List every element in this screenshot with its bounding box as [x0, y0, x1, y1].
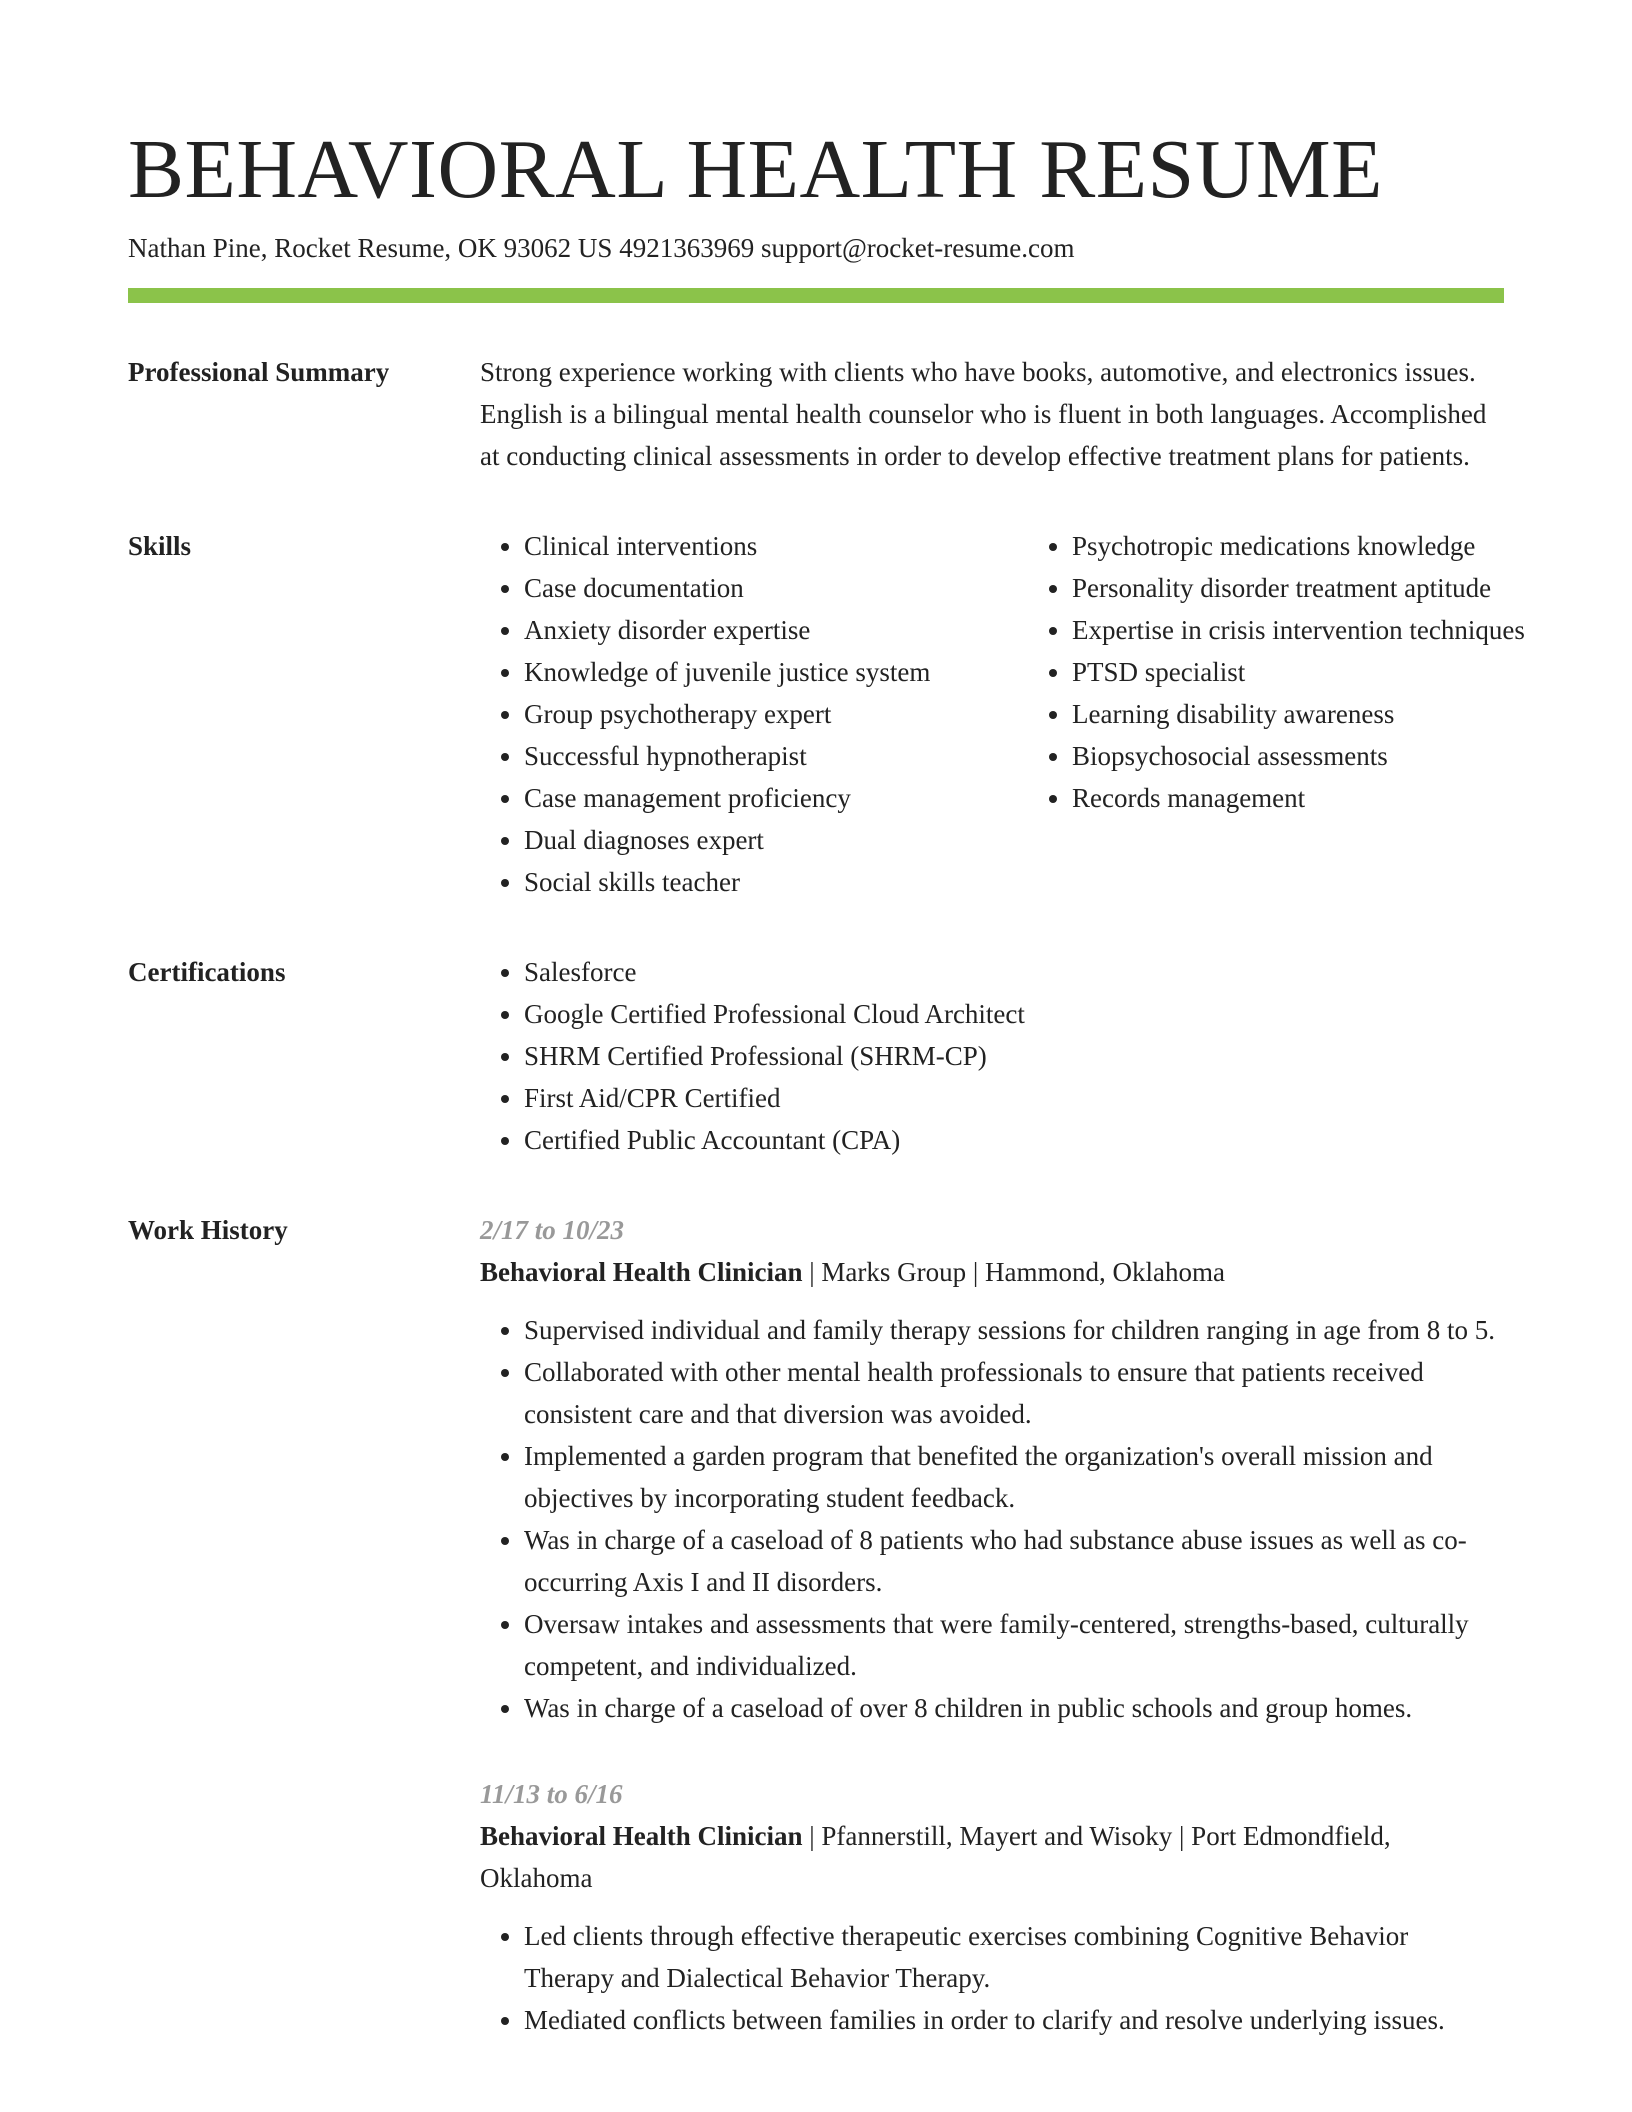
skills-list-right — [1028, 525, 1592, 903]
skill-item: • Anxiety disorder expertise — [524, 609, 1028, 651]
job-employer-location: | Pfannerstill, Mayert and Wisoky | Port Edmondfield, Oklahoma — [480, 1821, 1391, 1893]
job-heading — [480, 1815, 1504, 1899]
summary-body — [480, 351, 1504, 477]
skills-columns — [480, 525, 1592, 903]
skill-item: • Group psychotherapy expert — [524, 693, 1028, 735]
job-bullet: • Led clients through effective therapeutic exercises combining Cognitive Behavior Therapy and Dialectical Behavior Therapy. — [524, 1915, 1504, 1999]
certifications-section — [128, 951, 1504, 1161]
work-history-body — [480, 1209, 1504, 2085]
job-bullet: • Implemented a garden program that benefited the organization's overall mission and objectives by incorporating student feedback. — [524, 1435, 1504, 1519]
skills-body — [480, 525, 1592, 903]
skill-item: • Case documentation — [524, 567, 1028, 609]
section-label-certifications: Certifications — [128, 957, 286, 987]
certification-item: • Certified Public Accountant (CPA) — [524, 1119, 1504, 1161]
job-bullet: • Mediated conflicts between families in order to clarify and resolve underlying issues. — [524, 1999, 1504, 2041]
section-label-skills: Skills — [128, 531, 192, 561]
summary-section — [128, 351, 1504, 477]
contact-line: Nathan Pine, Rocket Resume, OK 93062 US 4921363969 support@rocket-resume.com — [128, 233, 1075, 263]
certification-item: • Salesforce — [524, 951, 1504, 993]
skill-item: • Social skills teacher — [524, 861, 1028, 903]
certification-item: • Google Certified Professional Cloud Architect — [524, 993, 1504, 1035]
summary-text: Strong experience working with clients who have books, automotive, and electronics issues. English is a bilingual mental health counselor who is fluent in both languages. Accomplished at conducting clinical assessments in order to develop effective treatment plans for patients. — [480, 357, 1487, 471]
skill-item: • Biopsychosocial assessments — [1072, 735, 1592, 777]
skills-list-left — [480, 525, 1028, 903]
section-label-work-history: Work History — [128, 1215, 288, 1245]
certifications-body — [480, 951, 1504, 1161]
skill-item: • Psychotropic medications knowledge — [1072, 525, 1592, 567]
resume-page — [128, 122, 1525, 2085]
skill-item: • Expertise in crisis intervention techniques — [1072, 609, 1592, 651]
job-entry — [480, 1209, 1504, 1729]
job-bullet: • Was in charge of a caseload of over 8 children in public schools and group homes. — [524, 1687, 1504, 1729]
job-bullets — [480, 1309, 1504, 1729]
certifications-list — [480, 951, 1504, 1161]
job-dates: 11/13 to 6/16 — [480, 1779, 623, 1809]
job-bullets — [480, 1915, 1504, 2041]
job-bullet: • Collaborated with other mental health professionals to ensure that patients received consistent care and that diversion was avoided. — [524, 1351, 1504, 1435]
certification-item: • First Aid/CPR Certified — [524, 1077, 1504, 1119]
job-bullet: • Was in charge of a caseload of 8 patients who had substance abuse issues as well as co-occurring Axis I and II disorders. — [524, 1519, 1504, 1603]
job-heading — [480, 1251, 1504, 1293]
skill-item: • PTSD specialist — [1072, 651, 1592, 693]
job-bullet: • Supervised individual and family therapy sessions for children ranging in age from 8 to 5. — [524, 1309, 1504, 1351]
skill-item: • Knowledge of juvenile justice system — [524, 651, 1028, 693]
section-label-summary: Professional Summary — [128, 357, 390, 387]
skill-item: • Clinical interventions — [524, 525, 1028, 567]
skill-item: • Personality disorder treatment aptitude — [1072, 567, 1592, 609]
job-employer-location: | Marks Group | Hammond, Oklahoma — [802, 1257, 1226, 1287]
work-history-section — [128, 1209, 1504, 2085]
job-entry — [480, 1773, 1504, 2041]
job-title: Behavioral Health Clinician — [480, 1257, 803, 1287]
skill-item: • Successful hypnotherapist — [524, 735, 1028, 777]
skill-item: • Dual diagnoses expert — [524, 819, 1028, 861]
skills-section — [128, 525, 1525, 903]
job-dates: 2/17 to 10/23 — [480, 1215, 625, 1245]
certification-item: • SHRM Certified Professional (SHRM-CP) — [524, 1035, 1504, 1077]
accent-divider — [128, 288, 1504, 303]
job-title: Behavioral Health Clinician — [480, 1821, 803, 1851]
job-bullet: • Oversaw intakes and assessments that were family-centered, strengths-based, culturally competent, and individualized. — [524, 1603, 1504, 1687]
skill-item: • Case management proficiency — [524, 777, 1028, 819]
skill-item: • Records management — [1072, 777, 1592, 819]
skill-item: • Learning disability awareness — [1072, 693, 1592, 735]
page-title: BEHAVIORAL HEALTH RESUME — [128, 123, 1383, 216]
